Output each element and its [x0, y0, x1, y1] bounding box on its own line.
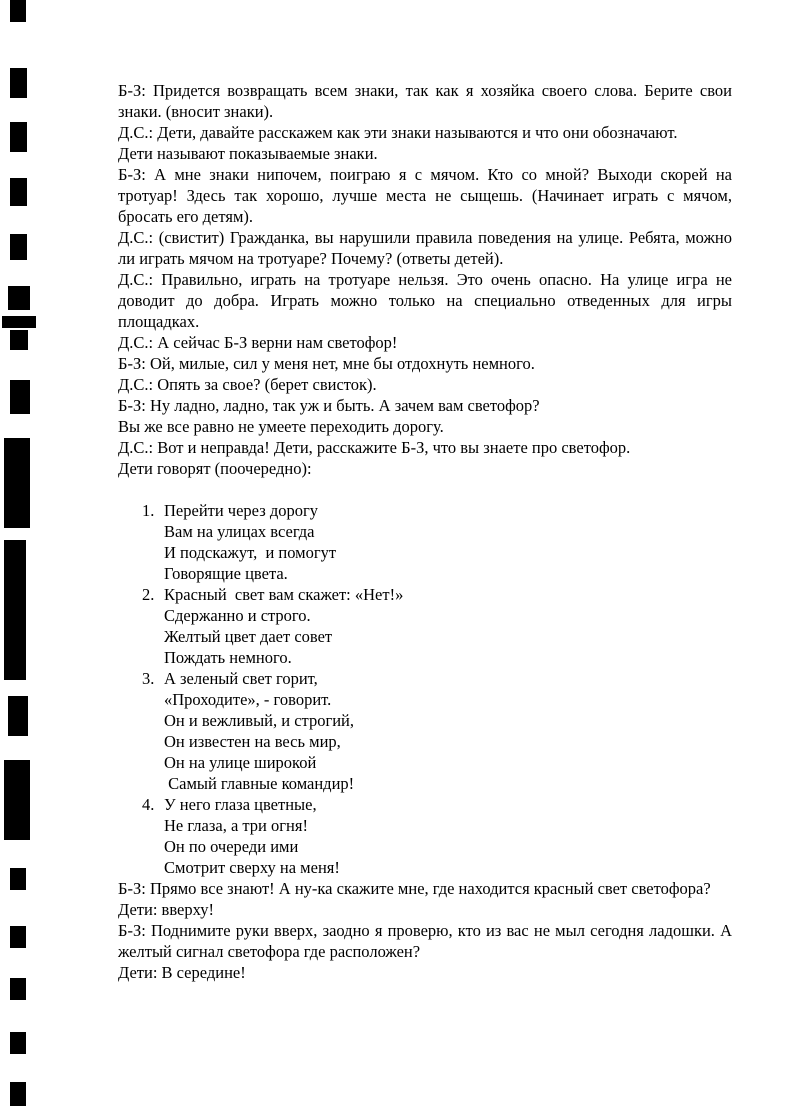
binding-hole — [10, 122, 27, 152]
poem-stanza — [118, 668, 732, 794]
poem-line: Не глаза, а три огня! — [164, 816, 308, 835]
poem-stanza — [118, 500, 732, 584]
paragraph: Б-З: Ой, милые, сил у меня нет, мне бы отдохнуть немного. — [118, 354, 535, 373]
paragraph: Д.С.: Дети, давайте расскажем как эти знаки называются и что они обозначают. — [118, 123, 678, 142]
paragraph: Б-З: Поднимите руки вверх, заодно я проверю, кто из вас не мыл сегодня ладошки. А желтый сигнал светофора где расположен? — [118, 921, 732, 961]
stanza-number: 1. — [142, 501, 155, 520]
paragraph: Б-З: А мне знаки нипочем, поиграю я с мячом. Кто со мной? Выходи скорей на тротуар! Здесь так хорошо, лучше места не сыщешь. (Начинает играть с мячом, бросать его детям). — [118, 165, 732, 226]
binding-hole — [8, 286, 30, 310]
poem-stanza — [118, 584, 732, 668]
dialogue-top — [118, 80, 732, 479]
poem-line: И подскажут, и помогут — [164, 543, 337, 562]
poem-line: Пождать немного. — [164, 648, 292, 667]
paragraph: Б-З: Ну ладно, ладно, так уж и быть. А зачем вам светофор? — [118, 396, 540, 415]
binding-holes — [0, 0, 40, 1108]
paragraph: Дети: вверху! — [118, 900, 214, 919]
spacer — [118, 479, 732, 500]
stanza-number: 4. — [142, 795, 155, 814]
binding-hole — [10, 1082, 26, 1106]
paragraph: Дети называют показываемые знаки. — [118, 144, 378, 163]
binding-hole — [4, 760, 30, 840]
binding-hole — [4, 438, 30, 528]
paragraph: Дети: В середине! — [118, 963, 246, 982]
binding-hole — [10, 68, 27, 98]
stanza-number: 3. — [142, 669, 155, 688]
paragraph: Вы же все равно не умеете переходить дорогу. — [118, 417, 444, 436]
dialogue-bottom — [118, 878, 732, 983]
paragraph: Д.С.: А сейчас Б-З верни нам светофор! — [118, 333, 398, 352]
poem-line: А зеленый свет горит, — [164, 669, 318, 688]
paragraph: Б-З: Придется возвращать всем знаки, так как я хозяйка своего слова. Берите свои знаки. (вносит знаки). — [118, 81, 732, 121]
poem-stanza — [118, 794, 732, 878]
poem-line: У него глаза цветные, — [164, 795, 317, 814]
binding-hole — [10, 868, 26, 890]
paragraph: Дети говорят (поочередно): — [118, 459, 312, 478]
paragraph: Б-З: Прямо все знают! А ну-ка скажите мне, где находится красный свет светофора? — [118, 879, 711, 898]
binding-hole — [8, 696, 28, 736]
binding-hole — [10, 234, 27, 260]
poem-line: Он на улице широкой — [164, 753, 317, 772]
poem-line: Сдержанно и строго. — [164, 606, 311, 625]
binding-hole — [4, 540, 26, 680]
poem-line: Желтый цвет дает совет — [164, 627, 333, 646]
poem-line: Он известен на весь мир, — [164, 732, 341, 751]
document-body — [118, 80, 732, 983]
poem-line: Смотрит сверху на меня! — [164, 858, 340, 877]
poem-line: Красный свет вам скажет: «Нет!» — [164, 585, 404, 604]
binding-hole — [10, 380, 30, 414]
paragraph: Д.С.: Правильно, играть на тротуаре нельзя. Это очень опасно. На улице игра не доводит до добра. Играть можно только на специально отведенных для игры площадках. — [118, 270, 732, 331]
poem-list — [118, 500, 732, 878]
binding-hole — [10, 0, 26, 22]
paragraph: Д.С.: Вот и неправда! Дети, расскажите Б-З, что вы знаете про светофор. — [118, 438, 631, 457]
poem-line: Вам на улицах всегда — [164, 522, 315, 541]
poem-line: Он по очереди ими — [164, 837, 299, 856]
binding-hole — [10, 1032, 26, 1054]
binding-hole — [10, 926, 26, 948]
poem-line: Самый главные командир! — [164, 774, 355, 793]
poem-line: Перейти через дорогу — [164, 501, 319, 520]
binding-hole — [10, 978, 26, 1000]
stanza-number: 2. — [142, 585, 155, 604]
poem-line: Он и вежливый, и строгий, — [164, 711, 355, 730]
paragraph: Д.С.: Опять за свое? (берет свисток). — [118, 375, 377, 394]
paragraph: Д.С.: (свистит) Гражданка, вы нарушили правила поведения на улице. Ребята, можно ли играть мячом на тротуаре? Почему? (ответы детей). — [118, 228, 732, 268]
poem-line: «Проходите», - говорит. — [164, 690, 332, 709]
binding-hole — [10, 330, 28, 350]
binding-hole — [2, 316, 36, 328]
binding-hole — [10, 178, 27, 206]
poem-line: Говорящие цвета. — [164, 564, 288, 583]
